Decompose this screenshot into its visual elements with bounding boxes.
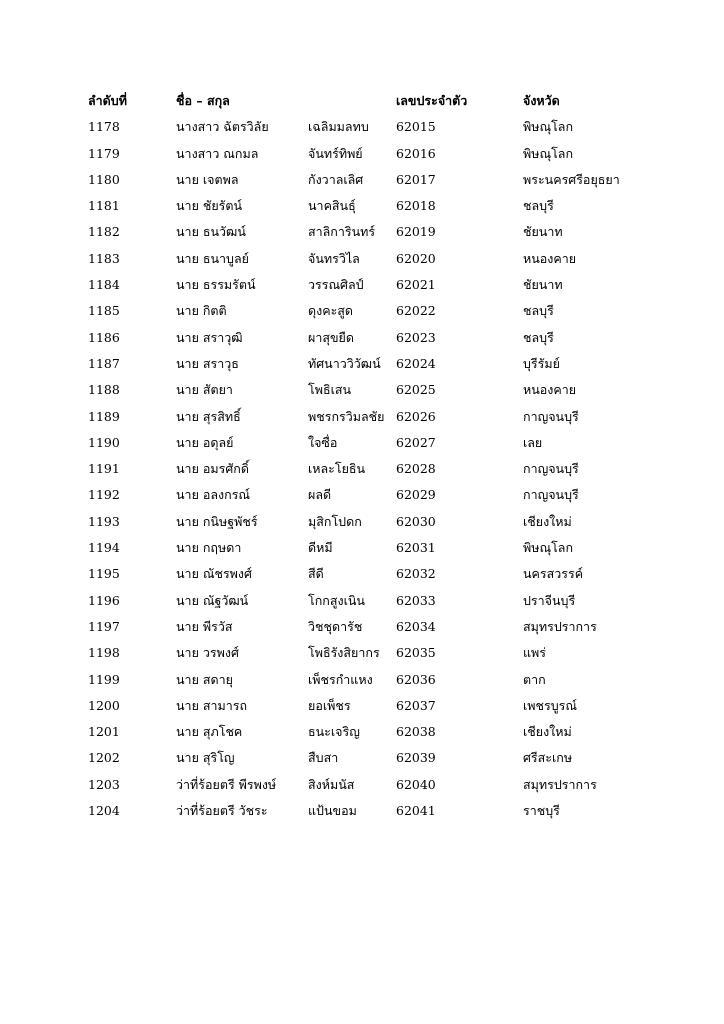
row-order-number: 1195 [88,566,120,582]
row-id-number: 62020 [396,250,436,266]
row-province: พระนครศรีอยุธยา [523,171,620,187]
row-province: กาญจนบุรี [523,408,579,424]
row-province: ชัยนาท [523,277,563,293]
row-id-number: 62039 [396,750,436,766]
row-province: ชัยนาท [523,224,563,240]
row-province: เชียงใหม่ [523,724,572,740]
table-row [88,772,688,798]
row-title-first-name: นาย กฤษดา [176,540,242,556]
row-id-number: 62040 [396,776,436,792]
row-id-number: 62028 [396,461,436,477]
table-row [88,614,688,640]
row-last-name: ทัศนาววิวัฒน์ [308,355,381,371]
row-province: กาญจนบุรี [523,487,579,503]
row-title-first-name: นาย สุภโชค [176,724,243,740]
row-order-number: 1201 [88,724,120,740]
row-last-name: ใจซื่อ [308,434,338,450]
row-order-number: 1193 [88,513,120,529]
row-last-name: โพธิรังสิยากร [308,645,380,661]
row-title-first-name: นาย อดุลย์ [176,434,234,450]
table-row [88,561,688,587]
row-order-number: 1189 [88,408,120,424]
table-row [88,588,688,614]
row-last-name: ธนะเจริญ [308,724,360,740]
row-last-name: ดีหมี [308,540,333,556]
row-province: สมุทรปราการ [523,618,597,634]
row-last-name: สีดี [308,566,324,582]
row-last-name: สิงห์มนัส [308,776,355,792]
row-title-first-name: นาย สัตยา [176,382,233,398]
row-title-first-name: นาย พีรวัส [176,618,233,634]
row-order-number: 1179 [88,145,120,161]
row-province: ศรีสะเกษ [523,750,573,766]
table-header-row [88,88,688,114]
row-last-name: แป้นขอม [308,803,357,819]
row-order-number: 1202 [88,750,120,766]
row-province: ปราจีนบุรี [523,592,576,608]
row-order-number: 1181 [88,198,120,214]
row-last-name: มุสิกโปดก [308,513,362,529]
row-id-number: 62017 [396,171,436,187]
row-id-number: 62019 [396,224,436,240]
table-row [88,325,688,351]
row-last-name: โพธิเสน [308,382,352,398]
row-province: บุรีรัมย์ [523,355,560,371]
row-last-name: นาคสินธุ์ [308,198,356,214]
table-row [88,167,688,193]
table-row [88,535,688,561]
row-title-first-name: นาย ธนวัฒน์ [176,224,246,240]
row-province: พิษณุโลก [523,145,574,161]
row-title-first-name: นาย สราวุฒิ [176,329,243,345]
row-province: เลย [523,434,543,450]
row-title-first-name: นาย อมรศักดิ์ [176,461,249,477]
table-row [88,693,688,719]
row-id-number: 62031 [396,540,436,556]
row-id-number: 62025 [396,382,436,398]
header-full-name: ชื่อ – สกุล [176,93,230,108]
table-body [88,114,688,824]
header-id-number: เลขประจำตัว [396,93,468,108]
row-id-number: 62038 [396,724,436,740]
row-last-name: จันทร์ทิพย์ [308,145,363,161]
row-id-number: 62018 [396,198,436,214]
table-row [88,430,688,456]
row-order-number: 1192 [88,487,120,503]
table-row [88,482,688,508]
table-row [88,219,688,245]
row-order-number: 1197 [88,618,120,634]
row-order-number: 1184 [88,277,120,293]
row-last-name: โกกสูงเนิน [308,592,365,608]
row-title-first-name: นาย ชัยรัตน์ [176,198,243,214]
row-title-first-name: นาย ธนาบูลย์ [176,250,249,266]
row-id-number: 62022 [396,303,436,319]
row-order-number: 1204 [88,803,120,819]
row-id-number: 62034 [396,618,436,634]
row-title-first-name: นาย สามารถ [176,697,248,713]
row-title-first-name: นาย สดายุ [176,671,233,687]
row-last-name: พชรกรวิมลชัย [308,408,385,424]
row-order-number: 1187 [88,355,120,371]
row-province: ชลบุรี [523,303,554,319]
row-province: นครสวรรค์ [523,566,584,582]
header-order-number: ลำดับที่ [88,93,127,108]
row-id-number: 62030 [396,513,436,529]
table-row [88,193,688,219]
row-order-number: 1190 [88,434,120,450]
table-row [88,667,688,693]
row-last-name: ผลดี [308,487,332,503]
row-order-number: 1180 [88,171,120,187]
row-order-number: 1196 [88,592,120,608]
row-order-number: 1194 [88,540,120,556]
table-row [88,640,688,666]
row-title-first-name: นาย อลงกรณ์ [176,487,251,503]
row-title-first-name: นางสาว ณกมล [176,145,259,161]
row-title-first-name: นาย เจตพล [176,171,239,187]
table-row [88,351,688,377]
row-last-name: วรรณศิลป์ [308,277,364,293]
row-title-first-name: นาย กิตติ [176,303,227,319]
table-row [88,798,688,824]
row-province: เชียงใหม่ [523,513,572,529]
row-title-first-name: นาย ธรรมรัตน์ [176,277,256,293]
row-order-number: 1182 [88,224,120,240]
table-row [88,246,688,272]
table-row [88,404,688,430]
row-title-first-name: นาย สุรสิทธิ์ [176,408,241,424]
row-id-number: 62016 [396,145,436,161]
table-row [88,745,688,771]
row-last-name: เพ็ชรกำแหง [308,671,373,687]
row-id-number: 62029 [396,487,436,503]
row-last-name: วิชชุดารัช [308,618,363,634]
row-id-number: 62032 [396,566,436,582]
row-province: แพร่ [523,645,547,661]
row-order-number: 1191 [88,461,120,477]
row-order-number: 1183 [88,250,120,266]
row-title-first-name: นางสาว ฉัตรวิลัย [176,119,269,135]
table-row [88,509,688,535]
row-last-name: จันทรวิไล [308,250,360,266]
row-last-name: ยอเพ็ชร [308,697,351,713]
row-title-first-name: นาย วรพงศ์ [176,645,239,661]
table-row [88,456,688,482]
row-id-number: 62024 [396,355,436,371]
row-id-number: 62037 [396,697,436,713]
row-title-first-name: นาย สุริโญ [176,750,235,766]
table-row [88,377,688,403]
row-province: ราชบุรี [523,803,560,819]
row-order-number: 1186 [88,329,120,345]
row-province: ตาก [523,671,546,687]
row-province: ชลบุรี [523,198,554,214]
row-province: หนองคาย [523,382,577,398]
row-province: กาญจนบุรี [523,461,579,477]
row-title-first-name: นาย สราวุธ [176,355,239,371]
row-order-number: 1178 [88,119,120,135]
name-list-table [88,88,688,824]
row-last-name: ดุงคะสูด [308,303,354,319]
row-id-number: 62026 [396,408,436,424]
row-title-first-name: นาย ณัฐวัฒน์ [176,592,249,608]
row-id-number: 62035 [396,645,436,661]
row-id-number: 62041 [396,803,436,819]
row-last-name: เฉลิมมลทบ [308,119,369,135]
row-id-number: 62027 [396,434,436,450]
row-title-first-name: นาย กนิษฐพัชร์ [176,513,258,529]
table-row [88,141,688,167]
row-last-name: สืบสา [308,750,339,766]
table-row [88,298,688,324]
row-last-name: สาลิการินทร์ [308,224,376,240]
row-order-number: 1200 [88,697,120,713]
table-row [88,719,688,745]
table-row [88,272,688,298]
row-last-name: กังวาลเลิศ [308,171,364,187]
header-province: จังหวัด [523,93,560,108]
row-id-number: 62015 [396,119,436,135]
row-title-first-name: นาย ณัชรพงศ์ [176,566,252,582]
row-title-first-name: ว่าที่ร้อยตรี วัชระ [176,803,268,819]
row-id-number: 62036 [396,671,436,687]
row-province: เพชรบูรณ์ [523,697,577,713]
row-id-number: 62021 [396,277,436,293]
row-title-first-name: ว่าที่ร้อยตรี พีรพงษ์ [176,776,277,792]
row-last-name: ผาสุขยืด [308,329,354,345]
row-province: พิษณุโลก [523,540,574,556]
row-province: ชลบุรี [523,329,554,345]
row-order-number: 1185 [88,303,120,319]
row-province: หนองคาย [523,250,577,266]
row-order-number: 1199 [88,671,120,687]
row-province: สมุทรปราการ [523,776,597,792]
row-order-number: 1203 [88,776,120,792]
row-id-number: 62023 [396,329,436,345]
row-order-number: 1198 [88,645,120,661]
row-id-number: 62033 [396,592,436,608]
row-order-number: 1188 [88,382,120,398]
row-province: พิษณุโลก [523,119,574,135]
table-row [88,114,688,140]
row-last-name: เหละโยธิน [308,461,366,477]
